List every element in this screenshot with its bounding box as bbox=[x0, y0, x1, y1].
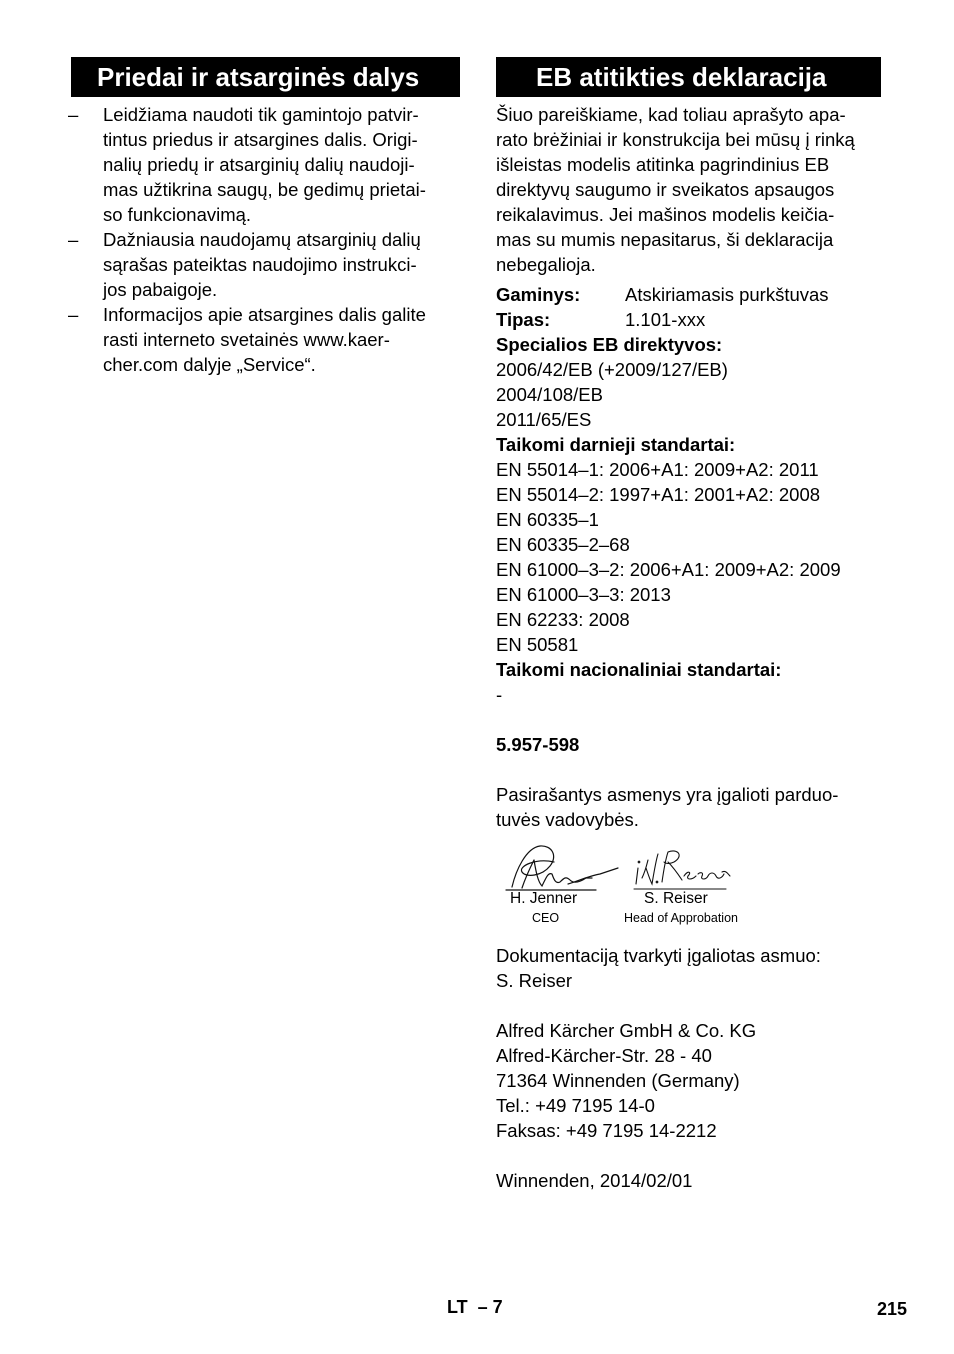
section-heading-declaration: EB atitikties deklaracija bbox=[496, 57, 881, 97]
text-line: jos pabaigoje. bbox=[103, 279, 218, 300]
text-line: Šiuo pareiškiame, kad toliau aprašyto apa- bbox=[496, 104, 846, 125]
directive-item: 2006/42/EB (+2009/127/EB) bbox=[496, 359, 728, 380]
directive-item: 2011/65/ES bbox=[496, 409, 592, 430]
product-value: Atskiriamasis purkštuvas bbox=[625, 284, 829, 305]
standard-item: EN 62233: 2008 bbox=[496, 609, 630, 630]
text-line: mas užtikrina saugų, be gedimų prietai- bbox=[103, 179, 426, 200]
signer-1-title: CEO bbox=[532, 911, 560, 925]
national-standards-value: - bbox=[496, 684, 503, 705]
spacer bbox=[496, 993, 896, 1018]
declaration-intro bbox=[496, 102, 896, 277]
spacer bbox=[496, 1143, 896, 1168]
type-label: Tipas: bbox=[496, 309, 551, 330]
national-standards-label: Taikomi nacionaliniai standartai: bbox=[496, 659, 782, 680]
bullet-dash: – bbox=[68, 229, 79, 250]
text-line: tintus priedus ir atsargines dalis. Origi- bbox=[103, 129, 418, 150]
footer-language-page: LT – 7 bbox=[447, 1297, 503, 1317]
directives-label: Specialios EB direktyvos: bbox=[496, 334, 723, 355]
text-line: so funkcionavimą. bbox=[103, 204, 252, 225]
harmonized-standards-label: Taikomi darnieji standartai: bbox=[496, 434, 736, 455]
type-row bbox=[496, 307, 896, 332]
list-item bbox=[68, 102, 463, 227]
signature-reiser bbox=[634, 851, 730, 889]
text-line: Informacijos apie atsargines dalis galite bbox=[103, 304, 426, 325]
accessories-bullet-list bbox=[68, 102, 463, 377]
address-line: Faksas: +49 7195 14-2212 bbox=[496, 1120, 717, 1141]
signers-text-line: Pasirašantys asmenys yra įgalioti parduo- bbox=[496, 784, 839, 805]
declaration-details bbox=[496, 282, 896, 832]
signature-graphics bbox=[496, 838, 766, 898]
standard-item: EN 61000–3–3: 2013 bbox=[496, 584, 671, 605]
signatures-block bbox=[496, 838, 766, 933]
text-line: nalių priedų ir atsarginių dalių naudoji- bbox=[103, 154, 415, 175]
bullet-dash: – bbox=[68, 104, 79, 125]
text-line: rasti interneto svetainės www.kaer- bbox=[103, 329, 390, 350]
standard-item: EN 55014–1: 2006+A1: 2009+A2: 2011 bbox=[496, 459, 819, 480]
address-line: Alfred Kärcher GmbH & Co. KG bbox=[496, 1020, 757, 1041]
standard-item: EN 61000–3–2: 2006+A1: 2009+A2: 2009 bbox=[496, 559, 841, 580]
spacer bbox=[496, 707, 896, 732]
text-line: nebegalioja. bbox=[496, 254, 596, 275]
directive-item: 2004/108/EB bbox=[496, 384, 603, 405]
text-line: išleistas modelis atitinka pagrindinius EB bbox=[496, 154, 830, 175]
declaration-footer-block bbox=[496, 943, 896, 1193]
text-line: Dažniausia naudojamų atsarginių dalių bbox=[103, 229, 421, 250]
signers-text-line: tuvės vadovybės. bbox=[496, 809, 639, 830]
standard-item: EN 60335–2–68 bbox=[496, 534, 630, 555]
signer-1-name: H. Jenner bbox=[510, 890, 578, 907]
type-value: 1.101-xxx bbox=[625, 309, 706, 330]
documentation-authorized-name: S. Reiser bbox=[496, 970, 573, 991]
standard-item: EN 55014–2: 1997+A1: 2001+A2: 2008 bbox=[496, 484, 821, 505]
address-line: Alfred-Kärcher-Str. 28 - 40 bbox=[496, 1045, 712, 1066]
spacer bbox=[496, 757, 896, 782]
text-line: direktyvų saugumo ir sveikatos apsaugos bbox=[496, 179, 835, 200]
signer-2-title: Head of Approbation bbox=[624, 911, 738, 925]
text-line: sąrašas pateiktas naudojimo instrukci- bbox=[103, 254, 417, 275]
text-line: Leidžiama naudoti tik gamintojo patvir- bbox=[103, 104, 419, 125]
address-line: Tel.: +49 7195 14-0 bbox=[496, 1095, 655, 1116]
footer-page-number: 215 bbox=[877, 1299, 908, 1319]
list-item bbox=[68, 227, 463, 302]
bullet-dash: – bbox=[68, 304, 79, 325]
text-line: cher.com dalyje „Service“. bbox=[103, 354, 316, 375]
product-row bbox=[496, 282, 896, 307]
signature-jenner bbox=[506, 846, 618, 890]
text-line: mas su mumis nepasitarus, ši deklaracija bbox=[496, 229, 834, 250]
place-date: Winnenden, 2014/02/01 bbox=[496, 1170, 693, 1191]
section-heading-accessories: Priedai ir atsarginės dalys bbox=[71, 57, 460, 97]
standard-item: EN 50581 bbox=[496, 634, 579, 655]
address-line: 71364 Winnenden (Germany) bbox=[496, 1070, 740, 1091]
text-line: reikalavimus. Jei mašinos modelis keičia- bbox=[496, 204, 835, 225]
document-number: 5.957-598 bbox=[496, 734, 580, 755]
signer-2-name: S. Reiser bbox=[644, 890, 708, 907]
product-label: Gaminys: bbox=[496, 284, 581, 305]
standard-item: EN 60335–1 bbox=[496, 509, 599, 530]
documentation-authorized-text: Dokumentaciją tvarkyti įgaliotas asmuo: bbox=[496, 945, 821, 966]
text-line: rato brėžiniai ir konstrukcija bei mūsų į rinką bbox=[496, 129, 855, 150]
list-item bbox=[68, 302, 463, 377]
